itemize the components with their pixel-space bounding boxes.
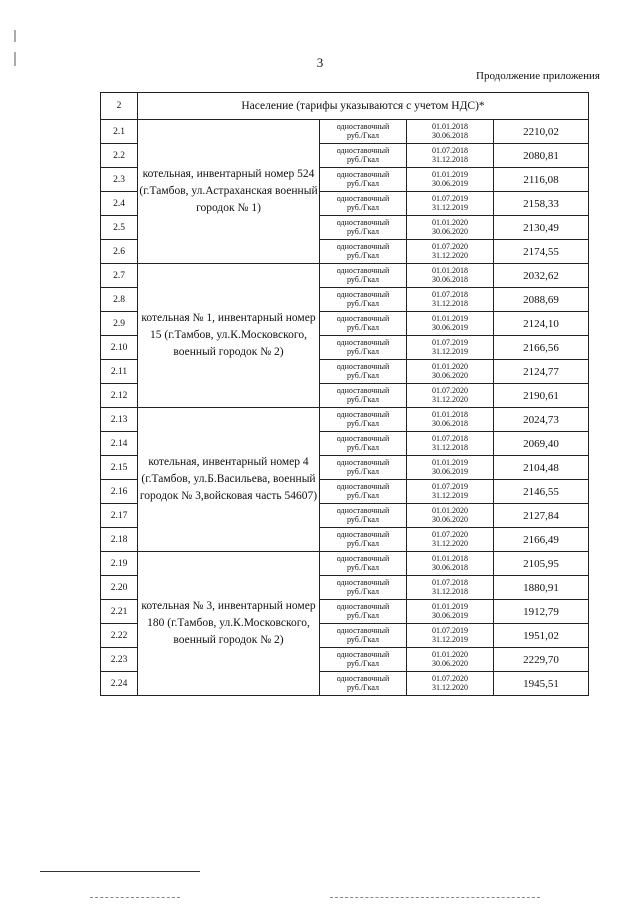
- table-row: [101, 408, 589, 432]
- tariff-type: [320, 576, 407, 600]
- tariff-unit: руб./Гкал: [346, 370, 380, 380]
- row-number: 2.15: [101, 456, 138, 480]
- tariff-unit: руб./Гкал: [346, 346, 380, 356]
- tariff-kind: одноставочный: [336, 122, 390, 132]
- tariff-value: 2174,55: [494, 240, 589, 264]
- period-start: 01.07.2018: [432, 578, 468, 588]
- tariff-unit: руб./Гкал: [346, 274, 380, 284]
- tariff-kind: одноставочный: [336, 386, 390, 396]
- tariff-period: [407, 336, 494, 360]
- tariff-type: [320, 552, 407, 576]
- scan-bottom-mark: [90, 897, 180, 898]
- tariff-type: [320, 456, 407, 480]
- tariff-kind: одноставочный: [336, 410, 390, 420]
- tariff-period: [407, 408, 494, 432]
- period-start: 01.07.2019: [432, 194, 468, 204]
- tariff-type: [320, 240, 407, 264]
- row-number: 2.14: [101, 432, 138, 456]
- row-number: 2.9: [101, 312, 138, 336]
- continuation-label: Продолжение приложения: [476, 70, 600, 82]
- tariff-value: 2024,73: [494, 408, 589, 432]
- scan-edge-mark: [14, 30, 16, 42]
- period-start: 01.07.2020: [432, 530, 468, 540]
- row-number: 2.7: [101, 264, 138, 288]
- tariff-value: 1951,02: [494, 624, 589, 648]
- tariff-period: [407, 216, 494, 240]
- tariff-period: [407, 552, 494, 576]
- row-number: 2.12: [101, 384, 138, 408]
- tariff-table: [100, 92, 589, 696]
- tariff-value: 1945,51: [494, 672, 589, 696]
- tariff-period: [407, 456, 494, 480]
- section-number: 2: [101, 93, 138, 120]
- period-end: 31.12.2018: [432, 586, 468, 596]
- tariff-kind: одноставочный: [336, 650, 390, 660]
- period-end: 31.12.2020: [432, 250, 468, 260]
- tariff-type: [320, 408, 407, 432]
- tariff-period: [407, 360, 494, 384]
- tariff-value: 2088,69: [494, 288, 589, 312]
- tariff-value: 1880,91: [494, 576, 589, 600]
- row-number: 2.24: [101, 672, 138, 696]
- tariff-type: [320, 624, 407, 648]
- tariff-period: [407, 504, 494, 528]
- row-number: 2.20: [101, 576, 138, 600]
- tariff-kind: одноставочный: [336, 194, 390, 204]
- period-end: 30.06.2020: [432, 514, 468, 524]
- boiler-location: котельная № 1, инвентарный номер 15 (г.Тамбов, ул.К.Московского, военный городок № 2): [138, 264, 320, 408]
- tariff-kind: одноставочный: [336, 554, 390, 564]
- tariff-period: [407, 480, 494, 504]
- row-number: 2.11: [101, 360, 138, 384]
- tariff-value: 2116,08: [494, 168, 589, 192]
- tariff-unit: руб./Гкал: [346, 466, 380, 476]
- period-start: 01.01.2020: [432, 506, 468, 516]
- period-start: 01.01.2018: [432, 410, 468, 420]
- tariff-type: [320, 288, 407, 312]
- period-start: 01.07.2019: [432, 626, 468, 636]
- tariff-kind: одноставочный: [336, 578, 390, 588]
- period-end: 30.06.2020: [432, 370, 468, 380]
- period-start: 01.01.2020: [432, 650, 468, 660]
- tariff-type: [320, 360, 407, 384]
- period-start: 01.01.2020: [432, 362, 468, 372]
- period-end: 31.12.2020: [432, 394, 468, 404]
- period-start: 01.01.2020: [432, 218, 468, 228]
- tariff-unit: руб./Гкал: [346, 394, 380, 404]
- footnote-separator: [40, 871, 200, 872]
- tariff-period: [407, 624, 494, 648]
- tariff-type: [320, 672, 407, 696]
- boiler-location: котельная, инвентарный номер 4 (г.Тамбов, ул.Б.Васильева, военный городок № 3,войсковая часть 54607): [138, 408, 320, 552]
- tariff-type: [320, 480, 407, 504]
- boiler-location: котельная № 3, инвентарный номер 180 (г.Тамбов, ул.К.Московского, военный городок № 2): [138, 552, 320, 696]
- tariff-kind: одноставочный: [336, 314, 390, 324]
- tariff-kind: одноставочный: [336, 362, 390, 372]
- row-number: 2.22: [101, 624, 138, 648]
- tariff-unit: руб./Гкал: [346, 586, 380, 596]
- period-start: 01.07.2020: [432, 674, 468, 684]
- tariff-kind: одноставочный: [336, 482, 390, 492]
- tariff-kind: одноставочный: [336, 458, 390, 468]
- tariff-unit: руб./Гкал: [346, 442, 380, 452]
- tariff-period: [407, 648, 494, 672]
- tariff-value: 2130,49: [494, 216, 589, 240]
- row-number: 2.10: [101, 336, 138, 360]
- tariff-value: 2032,62: [494, 264, 589, 288]
- period-end: 30.06.2018: [432, 274, 468, 284]
- row-number: 2.19: [101, 552, 138, 576]
- scan-bottom-mark: [330, 897, 540, 898]
- period-start: 01.07.2020: [432, 242, 468, 252]
- tariff-type: [320, 120, 407, 144]
- row-number: 2.2: [101, 144, 138, 168]
- tariff-period: [407, 240, 494, 264]
- tariff-period: [407, 384, 494, 408]
- tariff-unit: руб./Гкал: [346, 418, 380, 428]
- tariff-unit: руб./Гкал: [346, 538, 380, 548]
- tariff-unit: руб./Гкал: [346, 514, 380, 524]
- period-start: 01.01.2019: [432, 602, 468, 612]
- period-start: 01.07.2018: [432, 434, 468, 444]
- period-end: 31.12.2018: [432, 154, 468, 164]
- period-end: 30.06.2019: [432, 466, 468, 476]
- period-end: 30.06.2020: [432, 658, 468, 668]
- period-end: 30.06.2018: [432, 562, 468, 572]
- tariff-type: [320, 168, 407, 192]
- row-number: 2.6: [101, 240, 138, 264]
- tariff-kind: одноставочный: [336, 530, 390, 540]
- period-end: 31.12.2018: [432, 298, 468, 308]
- tariff-unit: руб./Гкал: [346, 562, 380, 572]
- tariff-unit: руб./Гкал: [346, 490, 380, 500]
- tariff-period: [407, 312, 494, 336]
- tariff-type: [320, 504, 407, 528]
- tariff-unit: руб./Гкал: [346, 634, 380, 644]
- tariff-type: [320, 144, 407, 168]
- tariff-unit: руб./Гкал: [346, 130, 380, 140]
- table-row: [101, 120, 589, 144]
- tariff-period: [407, 120, 494, 144]
- tariff-value: 2146,55: [494, 480, 589, 504]
- tariff-period: [407, 144, 494, 168]
- period-end: 30.06.2018: [432, 130, 468, 140]
- tariff-value: 2190,61: [494, 384, 589, 408]
- tariff-period: [407, 672, 494, 696]
- period-end: 30.06.2019: [432, 610, 468, 620]
- period-end: 31.12.2018: [432, 442, 468, 452]
- period-end: 30.06.2020: [432, 226, 468, 236]
- tariff-value: 2229,70: [494, 648, 589, 672]
- tariff-type: [320, 528, 407, 552]
- row-number: 2.3: [101, 168, 138, 192]
- period-end: 30.06.2018: [432, 418, 468, 428]
- tariff-type: [320, 216, 407, 240]
- period-end: 31.12.2019: [432, 634, 468, 644]
- row-number: 2.1: [101, 120, 138, 144]
- tariff-unit: руб./Гкал: [346, 250, 380, 260]
- period-end: 30.06.2019: [432, 178, 468, 188]
- tariff-value: 2210,02: [494, 120, 589, 144]
- tariff-value: 1912,79: [494, 600, 589, 624]
- row-number: 2.16: [101, 480, 138, 504]
- tariff-kind: одноставочный: [336, 338, 390, 348]
- tariff-unit: руб./Гкал: [346, 298, 380, 308]
- row-number: 2.13: [101, 408, 138, 432]
- tariff-type: [320, 264, 407, 288]
- tariff-value: 2124,10: [494, 312, 589, 336]
- tariff-type: [320, 648, 407, 672]
- tariff-kind: одноставочный: [336, 266, 390, 276]
- tariff-type: [320, 192, 407, 216]
- period-start: 01.01.2019: [432, 170, 468, 180]
- period-start: 01.01.2019: [432, 458, 468, 468]
- tariff-value: 2080,81: [494, 144, 589, 168]
- tariff-unit: руб./Гкал: [346, 322, 380, 332]
- tariff-period: [407, 168, 494, 192]
- row-number: 2.4: [101, 192, 138, 216]
- tariff-kind: одноставочный: [336, 242, 390, 252]
- tariff-unit: руб./Гкал: [346, 610, 380, 620]
- tariff-unit: руб./Гкал: [346, 178, 380, 188]
- tariff-unit: руб./Гкал: [346, 154, 380, 164]
- tariff-value: 2104,48: [494, 456, 589, 480]
- period-start: 01.07.2019: [432, 338, 468, 348]
- row-number: 2.8: [101, 288, 138, 312]
- tariff-kind: одноставочный: [336, 602, 390, 612]
- tariff-period: [407, 528, 494, 552]
- tariff-kind: одноставочный: [336, 626, 390, 636]
- tariff-type: [320, 384, 407, 408]
- period-end: 31.12.2019: [432, 490, 468, 500]
- tariff-value: 2166,56: [494, 336, 589, 360]
- tariff-kind: одноставочный: [336, 434, 390, 444]
- period-end: 31.12.2020: [432, 682, 468, 692]
- table-row: [101, 264, 589, 288]
- tariff-kind: одноставочный: [336, 218, 390, 228]
- tariff-period: [407, 288, 494, 312]
- tariff-kind: одноставочный: [336, 170, 390, 180]
- period-start: 01.01.2018: [432, 266, 468, 276]
- period-start: 01.07.2020: [432, 386, 468, 396]
- tariff-unit: руб./Гкал: [346, 658, 380, 668]
- tariff-kind: одноставочный: [336, 146, 390, 156]
- tariff-period: [407, 264, 494, 288]
- boiler-location: котельная, инвентарный номер 524 (г.Тамбов, ул.Астраханская военный городок № 1): [138, 120, 320, 264]
- tariff-value: 2158,33: [494, 192, 589, 216]
- period-start: 01.01.2019: [432, 314, 468, 324]
- tariff-value: 2127,84: [494, 504, 589, 528]
- tariff-period: [407, 600, 494, 624]
- period-start: 01.07.2019: [432, 482, 468, 492]
- tariff-type: [320, 312, 407, 336]
- tariff-type: [320, 600, 407, 624]
- tariff-unit: руб./Гкал: [346, 226, 380, 236]
- row-number: 2.23: [101, 648, 138, 672]
- tariff-value: 2105,95: [494, 552, 589, 576]
- tariff-unit: руб./Гкал: [346, 682, 380, 692]
- tariff-type: [320, 432, 407, 456]
- tariff-kind: одноставочный: [336, 674, 390, 684]
- section-header-row: [101, 93, 589, 120]
- period-end: 30.06.2019: [432, 322, 468, 332]
- period-end: 31.12.2019: [432, 202, 468, 212]
- row-number: 2.21: [101, 600, 138, 624]
- tariff-value: 2166,49: [494, 528, 589, 552]
- tariff-unit: руб./Гкал: [346, 202, 380, 212]
- tariff-period: [407, 432, 494, 456]
- tariff-value: 2124,77: [494, 360, 589, 384]
- tariff-value: 2069,40: [494, 432, 589, 456]
- period-end: 31.12.2020: [432, 538, 468, 548]
- page-number: 3: [316, 55, 324, 70]
- row-number: 2.18: [101, 528, 138, 552]
- tariff-type: [320, 336, 407, 360]
- table-row: [101, 552, 589, 576]
- row-number: 2.5: [101, 216, 138, 240]
- period-start: 01.01.2018: [432, 554, 468, 564]
- period-start: 01.01.2018: [432, 122, 468, 132]
- tariff-kind: одноставочный: [336, 506, 390, 516]
- tariff-period: [407, 576, 494, 600]
- period-start: 01.07.2018: [432, 146, 468, 156]
- period-end: 31.12.2019: [432, 346, 468, 356]
- section-title: Население (тарифы указываются с учетом НДС)*: [138, 93, 589, 120]
- row-number: 2.17: [101, 504, 138, 528]
- period-start: 01.07.2018: [432, 290, 468, 300]
- tariff-kind: одноставочный: [336, 290, 390, 300]
- tariff-period: [407, 192, 494, 216]
